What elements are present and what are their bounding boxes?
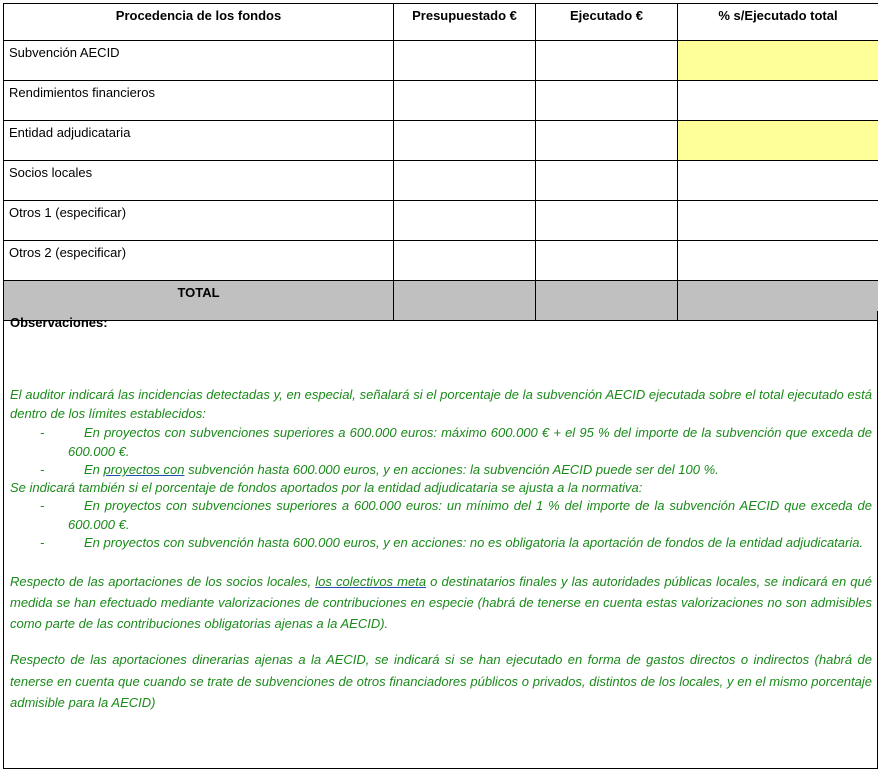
observaciones-box[interactable] <box>3 311 878 769</box>
header-ejecutado: Ejecutado € <box>536 4 678 41</box>
cell-ejecutado[interactable] <box>536 81 678 121</box>
bullet-dash: - <box>40 535 45 550</box>
bullet-text: En proyectos con subvenciones superiores a 600.000 euros: máximo 600.000 € + el 95 % del importe de la subvención que exceda de 600.000 €. <box>68 425 872 459</box>
cell-porcentaje[interactable] <box>678 201 878 241</box>
table-row <box>4 121 878 161</box>
table-row <box>4 161 878 201</box>
cell-presupuestado[interactable] <box>394 161 536 201</box>
cell-ejecutado[interactable] <box>536 121 678 161</box>
cell-porcentaje[interactable] <box>678 241 878 281</box>
header-porcentaje: % s/Ejecutado total <box>678 4 878 41</box>
header-presupuestado: Presupuestado € <box>394 4 536 41</box>
cell-porcentaje[interactable] <box>678 161 878 201</box>
header-procedencia: Procedencia de los fondos <box>4 4 394 41</box>
cell-porcentaje[interactable] <box>678 41 878 81</box>
bullet-text: En proyectos con subvención hasta 600.000 euros, y en acciones: la subvención AECID puede ser del 100 %. <box>84 462 719 477</box>
header-row <box>4 4 878 41</box>
cell-presupuestado[interactable] <box>394 121 536 161</box>
underlined-text: proyectos con <box>103 462 185 477</box>
note-socios-paragraph: Respecto de las aportaciones de los socios locales, los colectivos meta o destinatarios finales y las autoridades públicas locales, se indicará en qué medida se han efectuado mediante valorizaciones de contribuciones en especie (habrá de tenerse en cuenta estas valorizaciones no son admisibles como parte de las contribuciones obligatorias ajenas a la AECID). <box>10 574 872 631</box>
cell-ejecutado[interactable] <box>536 241 678 281</box>
bullet-dash: - <box>40 425 45 440</box>
bullet-text: En proyectos con subvenciones superiores a 600.000 euros: un mínimo del 1 % del importe de la subvención AECID que exceda de 600.000 €. <box>68 498 872 532</box>
table-row <box>4 201 878 241</box>
row-label: Entidad adjudicataria <box>4 121 394 161</box>
row-label: Otros 2 (especificar) <box>4 241 394 281</box>
note-dinerarias-paragraph: Respecto de las aportaciones dinerarias ajenas a la AECID, se indicará si se han ejecutado en forma de gastos directos o indirectos (habrá de tenerse en cuenta que cuando se trate de subvenciones de otros financiadores públicos o privados, distintos de los locales, y en el mismo porcentaje admisible para la AECID) <box>10 652 872 710</box>
cell-presupuestado[interactable] <box>394 241 536 281</box>
table-row <box>4 41 878 81</box>
total-label: TOTAL <box>4 281 394 321</box>
cell-presupuestado[interactable] <box>394 41 536 81</box>
table-row <box>4 81 878 121</box>
cell-porcentaje[interactable] <box>678 121 878 161</box>
bullet-dash: - <box>40 498 45 513</box>
cell-presupuestado[interactable] <box>394 201 536 241</box>
cell-ejecutado[interactable] <box>536 201 678 241</box>
row-label: Subvención AECID <box>4 41 394 81</box>
cell-ejecutado[interactable] <box>536 161 678 201</box>
row-label: Socios locales <box>4 161 394 201</box>
cell-porcentaje[interactable] <box>678 81 878 121</box>
row-label: Otros 1 (especificar) <box>4 201 394 241</box>
funds-table <box>3 3 878 321</box>
underlined-text: los colectivos meta <box>315 574 427 589</box>
bullet-text: En proyectos con subvención hasta 600.000 euros, y en acciones: no es obligatoria la aportación de fondos de la entidad adjudicataria. <box>84 535 864 550</box>
note-entidad-paragraph: Se indicará también si el porcentaje de fondos aportados por la entidad adjudicataria se ajusta a la normativa: <box>10 480 643 495</box>
note-auditor-paragraph: El auditor indicará las incidencias detectadas y, en especial, señalará si el porcentaje de la subvención AECID ejecutada sobre el total ejecutado está dentro de los límites establecidos: <box>10 387 872 421</box>
cell-ejecutado[interactable] <box>536 41 678 81</box>
table-row <box>4 241 878 281</box>
bullet-dash: - <box>40 462 45 477</box>
observaciones-title: Observaciones: <box>10 315 108 330</box>
cell-presupuestado[interactable] <box>394 81 536 121</box>
row-label: Rendimientos financieros <box>4 81 394 121</box>
